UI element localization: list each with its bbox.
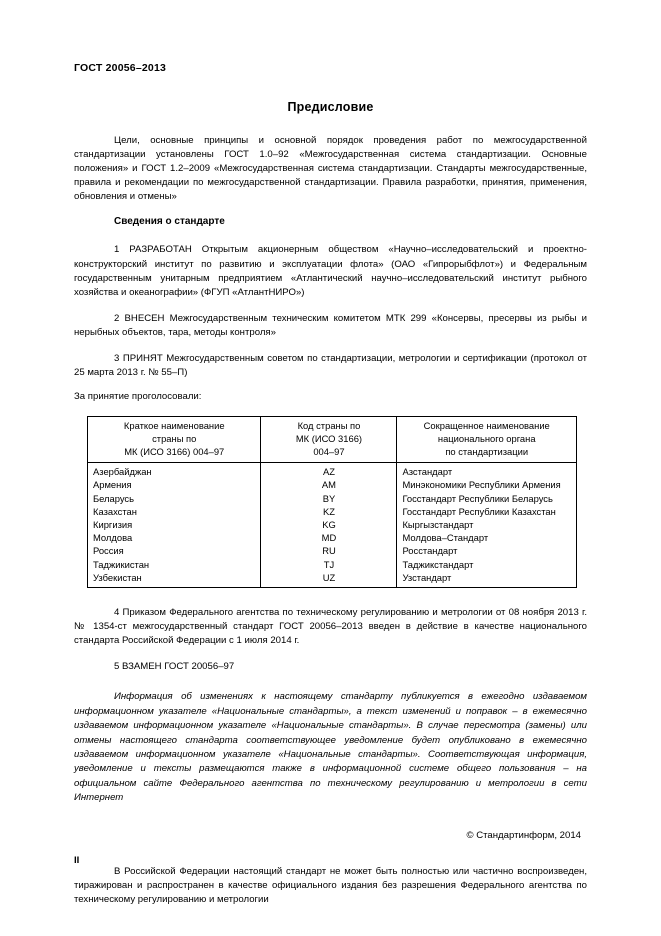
table-row <box>88 558 577 571</box>
copyright-line: © Стандартинформ, 2014 <box>466 829 581 841</box>
cell-country-code: AM <box>261 478 397 491</box>
table-body <box>88 463 577 588</box>
cell-country-code: BY <box>261 492 397 505</box>
cell-country-code: UZ <box>261 571 397 588</box>
header-line: Сокращенное наименование <box>423 420 550 432</box>
header-line: Краткое наименование <box>123 420 225 432</box>
header-line: Код страны по <box>297 420 361 432</box>
clause-2-submitted-by: 2 ВНЕСЕН Межгосударственным техническим комитетом МТК 299 «Консервы, пресервы из рыбы и нерыбных объектов, тара, методы контроля» <box>74 312 587 338</box>
table-row <box>88 478 577 491</box>
cell-national-body: Кыргызстандарт <box>397 518 577 531</box>
cell-country-name: Казахстан <box>88 505 261 518</box>
table-row <box>88 531 577 544</box>
section-heading-standard-info: Сведения о стандарте <box>114 216 225 228</box>
page-title: Предисловие <box>287 100 374 114</box>
intro-paragraph: Цели, основные принципы и основной порядок проведения работ по межгосударственной стандартизации установлены ГОСТ 1.0–92 «Межгосударственная система стандартизации. Основные положения» и ГОСТ 1.2–2009 «Межгосударственная система стандартизации. Стандарты межгосударственные, правила и рекомендации по межгосударственной стандартизации. Правила разработки, принятия, применения, обновления и отмены» <box>74 135 587 203</box>
page-content <box>74 62 587 919</box>
header-line: 004–97 <box>313 445 345 457</box>
cell-country-code: RU <box>261 544 397 557</box>
cell-country-name: Киргизия <box>88 518 261 531</box>
header-line: МК (ИСО 3166) 004–97 <box>124 445 225 457</box>
cell-country-name: Россия <box>88 544 261 557</box>
vote-lead-in-text: За принятие проголосовали: <box>74 391 202 403</box>
cell-country-code: KZ <box>261 505 397 518</box>
column-header-country-name <box>88 417 261 463</box>
cell-country-code: AZ <box>261 463 397 479</box>
clause-1-developed-by: 1 РАЗРАБОТАН Открытым акционерным обществом «Научно–исследовательский и проектно-конструкторский институт по развитию и эксплуатации флота» (ОАО «Гипрорыбфлот») и Федеральным государственным унитарным предприятием «Атлантический научно–исследовательский институт рыбного хозяйства и океанографии» (ФГУП «АтлантНИРО») <box>74 244 587 298</box>
header-line: национального органа <box>437 432 536 444</box>
table-row <box>88 492 577 505</box>
cell-country-name: Армения <box>88 478 261 491</box>
document-code-header: ГОСТ 20056–2013 <box>74 62 167 74</box>
cell-national-body: Госстандарт Республики Беларусь <box>397 492 577 505</box>
cell-country-code: TJ <box>261 558 397 571</box>
cell-national-body: Минэкономики Республики Армения <box>397 478 577 491</box>
cell-national-body: Молдова–Стандарт <box>397 531 577 544</box>
table-row <box>88 505 577 518</box>
cell-country-name: Таджикистан <box>88 558 261 571</box>
table-row <box>88 571 577 588</box>
cell-national-body: Росстандарт <box>397 544 577 557</box>
cell-national-body: Азстандарт <box>397 463 577 479</box>
amendment-notice: Информация об изменениях к настоящему стандарту публикуется в ежегодно издаваемом информационном указателе «Национальные стандарты», а текст изменений и поправок – в ежемесячно издаваемом информационном указателе «Национальные стандарты». В случае пересмотра (замены) или отмены настоящего стандарта соответствующее уведомление будет опубликовано в ежемесячно издаваемом информационном указателе «Национальные стандарты». Соответствующая информация, уведомление и тексты размещаются также в информационной системе общего пользования – на официальном сайте Федерального агентства по техническому регулированию и метрологии в сети Интернет <box>74 691 587 804</box>
header-line: по стандартизации <box>445 445 529 457</box>
cell-national-body: Таджикстандарт <box>397 558 577 571</box>
table-row <box>88 463 577 479</box>
cell-country-code: KG <box>261 518 397 531</box>
header-line: страны по <box>152 432 197 444</box>
table-header-row <box>88 417 577 463</box>
table-header <box>88 417 577 463</box>
cell-country-name: Азербайджан <box>88 463 261 479</box>
cell-country-code: MD <box>261 531 397 544</box>
clause-5-supersedes: 5 ВЗАМЕН ГОСТ 20056–97 <box>114 661 235 673</box>
page-number: II <box>74 855 80 866</box>
cell-national-body: Госстандарт Республики Казахстан <box>397 505 577 518</box>
table-row <box>88 544 577 557</box>
cell-national-body: Узстандарт <box>397 571 577 588</box>
voting-countries-table <box>87 416 577 588</box>
cell-country-name: Беларусь <box>88 492 261 505</box>
column-header-country-code <box>261 417 397 463</box>
table-row <box>88 518 577 531</box>
clause-4-enacted-by-order: 4 Приказом Федерального агентства по техническому регулированию и метрологии от 08 ноября 2013 г. № 1354-ст межгосударственный стандарт ГОСТ 20056–2013 введен в действие в качестве национального стандарта Российской Федерации с 1 июля 2014 г. <box>74 606 587 647</box>
cell-country-name: Молдова <box>88 531 261 544</box>
reproduction-restriction-paragraph: В Российской Федерации настоящий стандарт не может быть полностью или частично воспроизведен, тиражирован и распространен в качестве официального издания без разрешения Федерального агентства по техническому регулированию и метрологии <box>74 865 587 905</box>
clause-3-adopted-by: 3 ПРИНЯТ Межгосударственным советом по стандартизации, метрологии и сертификации (протокол от 25 марта 2013 г. № 55–П) <box>74 353 587 379</box>
column-header-national-body <box>397 417 577 463</box>
cell-country-name: Узбекистан <box>88 571 261 588</box>
header-line: МК (ИСО 3166) <box>295 432 363 444</box>
